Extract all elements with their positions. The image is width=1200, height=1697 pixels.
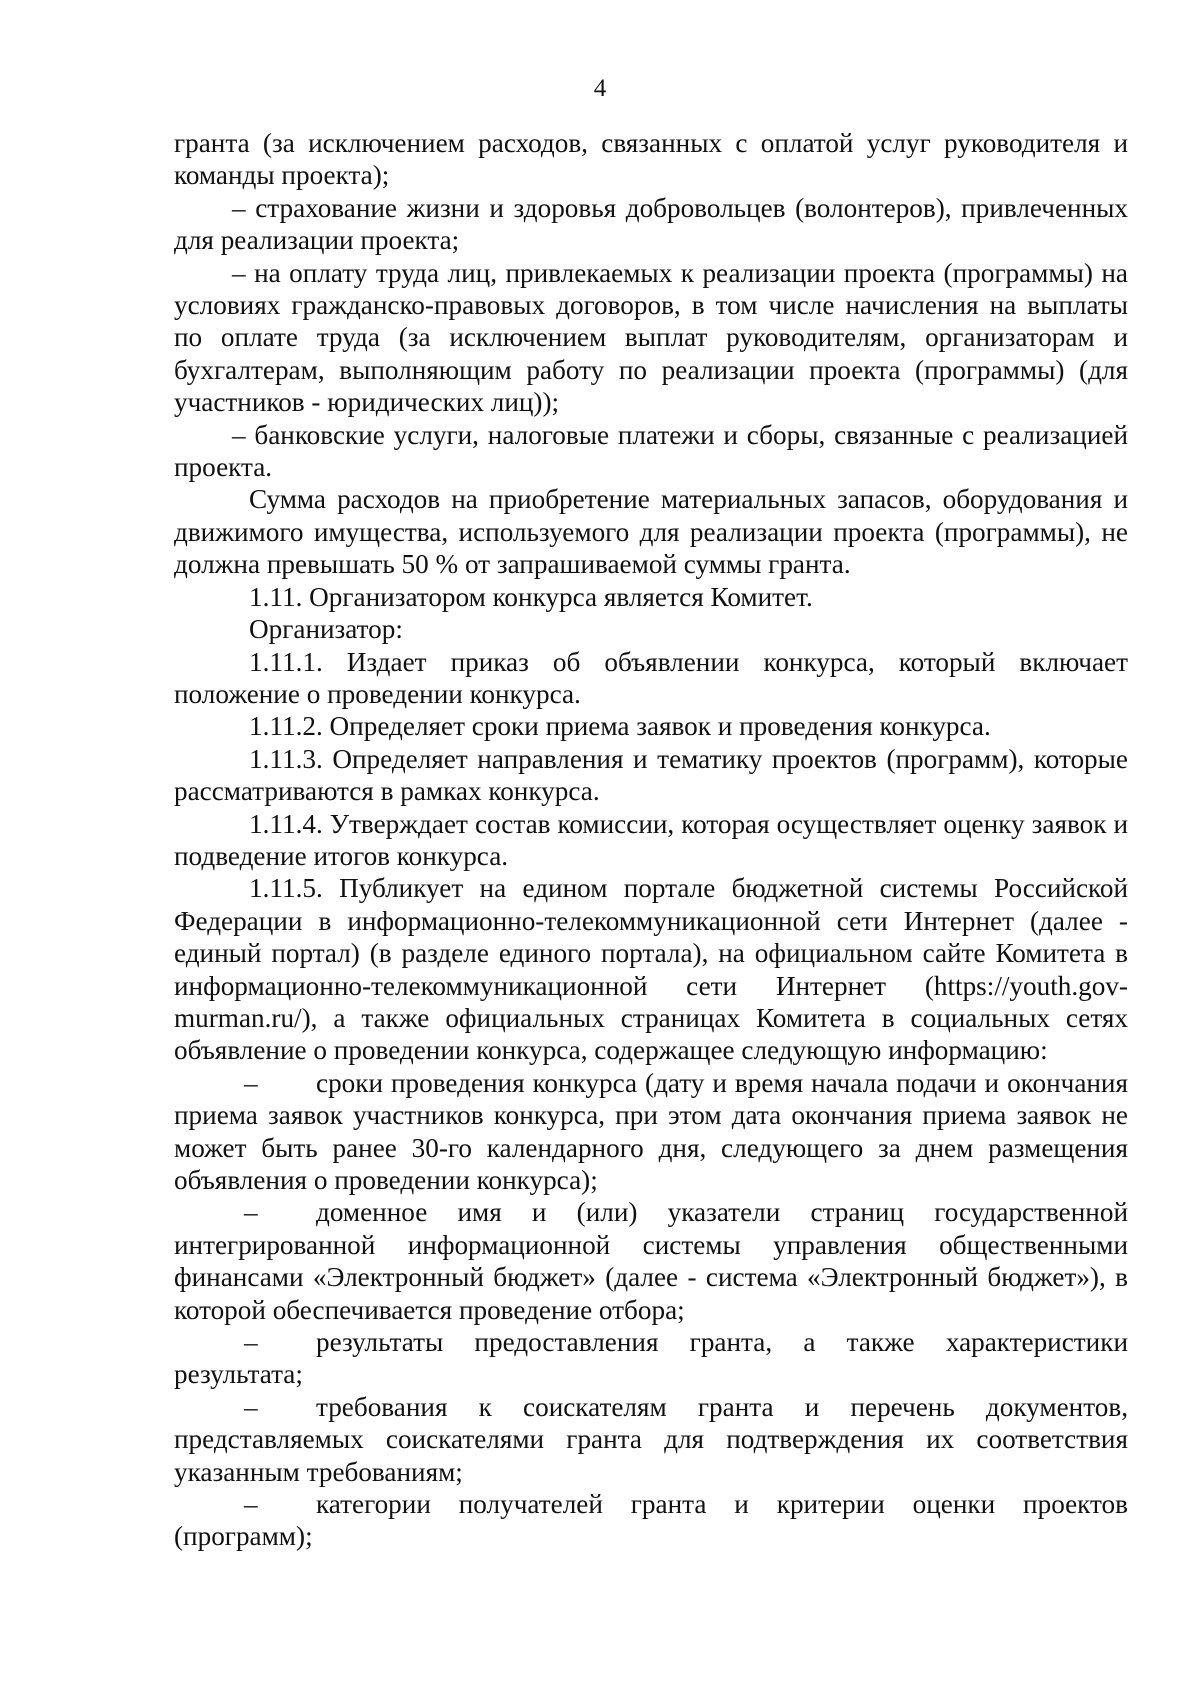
dash-item-competition-dates bbox=[174, 1067, 1128, 1197]
dash-marker: – bbox=[244, 1067, 258, 1098]
dash-item-applicant-requirements bbox=[174, 1391, 1128, 1488]
section-1-11-3: 1.11.3. Определяет направления и тематику проектов (программ), которые рассматриваются в рамках конкурса. bbox=[174, 743, 1128, 807]
section-1-11-2: 1.11.2. Определяет сроки приема заявок и проведения конкурса. bbox=[249, 711, 991, 742]
dash-marker: – bbox=[244, 1391, 258, 1422]
paragraph-labor-payment: – на оплату труда лиц, привлекаемых к реализации проекта (программы) на условиях гражданско-правовых договоров, в том числе начисления на выплаты по оплате труда (за исключением выплат руководителям, организаторам и бухгалтерам, выполняющим работу по реализации проекта (программы) (для участников - юридических лиц)); bbox=[174, 257, 1128, 418]
dash-item-electronic-budget bbox=[174, 1196, 1128, 1326]
dash-marker: – bbox=[244, 1327, 258, 1358]
paragraph-volunteer-insurance: – страхование жизни и здоровья добровольцев (волонтеров), привлеченных для реализации проекта; bbox=[174, 192, 1128, 256]
section-1-11-5: 1.11.5. Публикует на едином портале бюджетной системы Российской Федерации в информационно-телекоммуникационной сети Интернет (далее - единый портал) (в разделе единого портала), на официальном сайте Комитета в информационно-телекоммуникационной сети Интернет (https://youth.gov-murman.ru/), а также официальных страницах Комитета в социальных сетях объявление о проведении конкурса, содержащее следующую информацию: bbox=[174, 873, 1128, 1066]
dash-item-recipient-categories bbox=[174, 1488, 1128, 1553]
page-number: 4 bbox=[593, 75, 607, 102]
section-1-11-4: 1.11.4. Утверждает состав комиссии, которая осуществляет оценку заявок и подведение итогов конкурса. bbox=[174, 808, 1128, 871]
dash-item-grant-results bbox=[174, 1326, 1128, 1391]
paragraph-grant-expense-exclusion: гранта (за исключением расходов, связанных с оплатой услуг руководителя и команды проекта); bbox=[174, 128, 1128, 191]
section-1-11-heading: 1.11. Организатором конкурса является Комитет. bbox=[249, 581, 813, 612]
organizer-label: Организатор: bbox=[249, 614, 403, 645]
dash-item-text: категории получателей гранта и критерии оценки проектов (программ); bbox=[174, 1489, 1128, 1552]
dash-item-text: доменное имя и (или) указатели страниц государственной интегрированной информационной системы управления общественными финансами «Электронный бюджет» (далее - система «Электронный бюджет»), в которой обеспечивается проведение отбора; bbox=[174, 1197, 1128, 1325]
dash-item-text: требования к соискателям гранта и перечень документов, представляемых соискателями гранта для подтверждения их соответствия указанным требованиям; bbox=[174, 1391, 1128, 1487]
dash-item-text: результаты предоставления гранта, а также характеристики результата; bbox=[174, 1327, 1128, 1390]
dash-marker: – bbox=[244, 1197, 258, 1228]
dash-item-text: сроки проведения конкурса (дату и время начала подачи и окончания приема заявок участников конкурса, при этом дата окончания приема заявок не может быть ранее 30-го календарного дня, следующего за днем размещения объявления о проведении конкурса); bbox=[174, 1067, 1128, 1195]
paragraph-expense-limit: Сумма расходов на приобретение материальных запасов, оборудования и движимого имущества, используемого для реализации проекта (программы), не должна превышать 50 % от запрашиваемой суммы гранта. bbox=[174, 484, 1128, 580]
dash-marker: – bbox=[244, 1489, 258, 1520]
document-body bbox=[174, 127, 1128, 1553]
paragraph-bank-services: – банковские услуги, налоговые платежи и сборы, связанные с реализацией проекта. bbox=[174, 419, 1128, 483]
section-1-11-1: 1.11.1. Издает приказ об объявлении конкурса, который включает положение о проведении конкурса. bbox=[174, 646, 1128, 709]
